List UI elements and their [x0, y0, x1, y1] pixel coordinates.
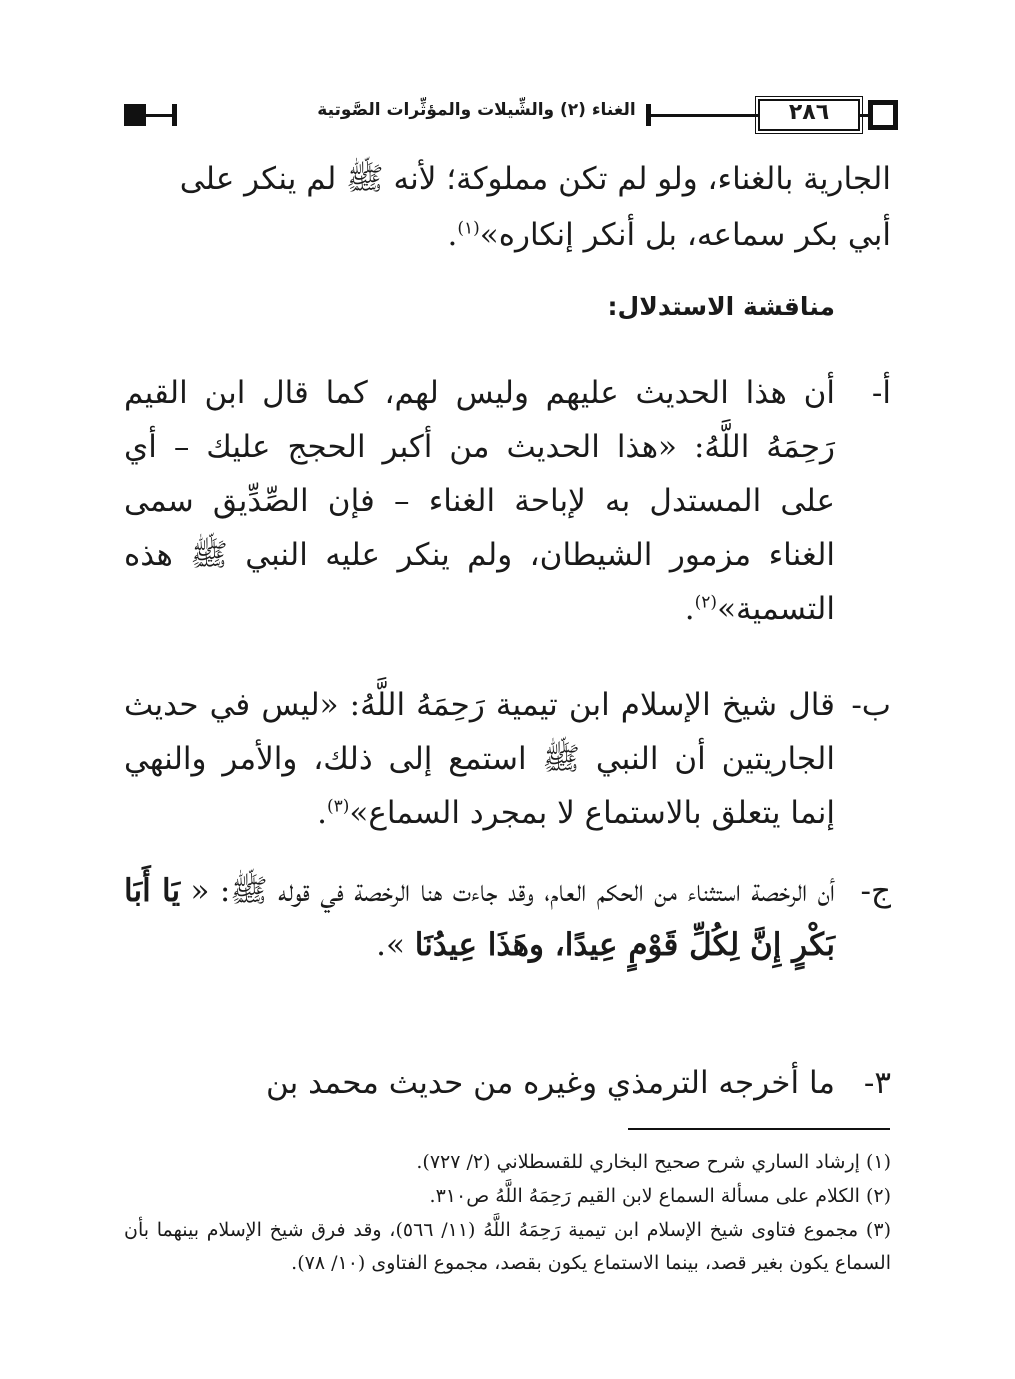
intro-end: . [447, 217, 458, 253]
item-3-text: ما أخرجه الترمذي وغيره من حديث محمد بن [266, 1065, 835, 1101]
footnote-1: (١) إرشاد الساري شرح صحيح البخاري للقسطلاني (٢/ ٧٢٧). [416, 1151, 891, 1173]
item-3-label: ٣- [863, 1065, 891, 1101]
chapter-title: الغناء (٢) والشِّيلات والمؤثِّرات الصَّوتية [317, 100, 636, 120]
page-number-frame [744, 96, 874, 134]
running-header [124, 96, 892, 136]
item-b-label: ب- [851, 687, 891, 723]
footnote-ref-3[interactable]: (٣) [327, 796, 350, 817]
item-a-label: أ- [871, 375, 891, 411]
item-c-text: أن الرخصة استثناء من الحكم العام، وقد جاءت هنا الرخصة في قوله ﷺ: « [190, 873, 835, 909]
footnote-3: (٣) مجموع فتاوى شيخ الإسلام ابن تيمية رَحِمَهُ اللَّهُ (١١/ ٥٦٦)، وقد فرق شيخ الإسلام بينهما بأن السماع يكون بغير قصد، بينما الاستماع يكون بقصد، مجموع الفتاوى (١٠/ ٧٨). [124, 1219, 891, 1274]
item-b-end: . [317, 795, 327, 831]
header-rule [146, 114, 172, 117]
section-subheading: مناقشة الاستدلال: [607, 292, 835, 321]
item-c-paragraph [124, 864, 835, 972]
item-c-end: ». [376, 927, 405, 963]
item-a-end: . [684, 591, 695, 627]
intro-text-2: أبي بكر سماعه، بل أنكر إنكاره» [479, 217, 891, 253]
item-3-paragraph [124, 1056, 835, 1110]
page-number: ٢٨٦ [788, 100, 830, 125]
intro-line-1 [124, 152, 891, 206]
footnote-separator [628, 1128, 890, 1130]
header-ornament-bar [172, 104, 177, 126]
item-a-text: أن هذا الحديث عليهم وليس لهم، كما قال ابن القيم رَحِمَهُ اللَّهُ: «هذا الحديث من أكبر الحجج عليك – أي على المستدل به لإباحة الغناء – فإن الصِّدِّيق سمى الغناء مزمور الشيطان، ولم ينكر عليه النبي ﷺ هذه التسمية» [124, 375, 835, 627]
footnote-ref-1[interactable]: (١) [457, 218, 480, 239]
item-a-paragraph [124, 366, 835, 636]
intro-text-1: الجارية بالغناء، ولو لم تكن مملوكة؛ لأنه ﷺ لم ينكر على [179, 161, 891, 197]
footnote-2: (٢) الكلام على مسألة السماع لابن القيم رَحِمَهُ اللَّهُ ص٣١٠. [429, 1185, 891, 1207]
header-ornament-left-block [124, 104, 146, 126]
item-b-paragraph [124, 678, 835, 840]
footnote-ref-2[interactable]: (٢) [694, 592, 718, 613]
hadith-quote: يَا أَبَا بَكْرٍ إِنَّ لِكُلِّ قَوْمٍ عِيدًا، وهَذَا عِيدُنَا [124, 873, 835, 963]
intro-line-2 [124, 208, 891, 262]
item-b-text: قال شيخ الإسلام ابن تيمية رَحِمَهُ اللَّهُ: «ليس في حديث الجاريتين أن النبي ﷺ استمع إلى ذلك، والأمر والنهي إنما يتعلق بالاستماع لا بمجرد السماع» [124, 687, 835, 831]
item-c-label: ج- [860, 873, 891, 909]
header-rule [651, 114, 758, 117]
header-ornament-square [868, 100, 898, 130]
